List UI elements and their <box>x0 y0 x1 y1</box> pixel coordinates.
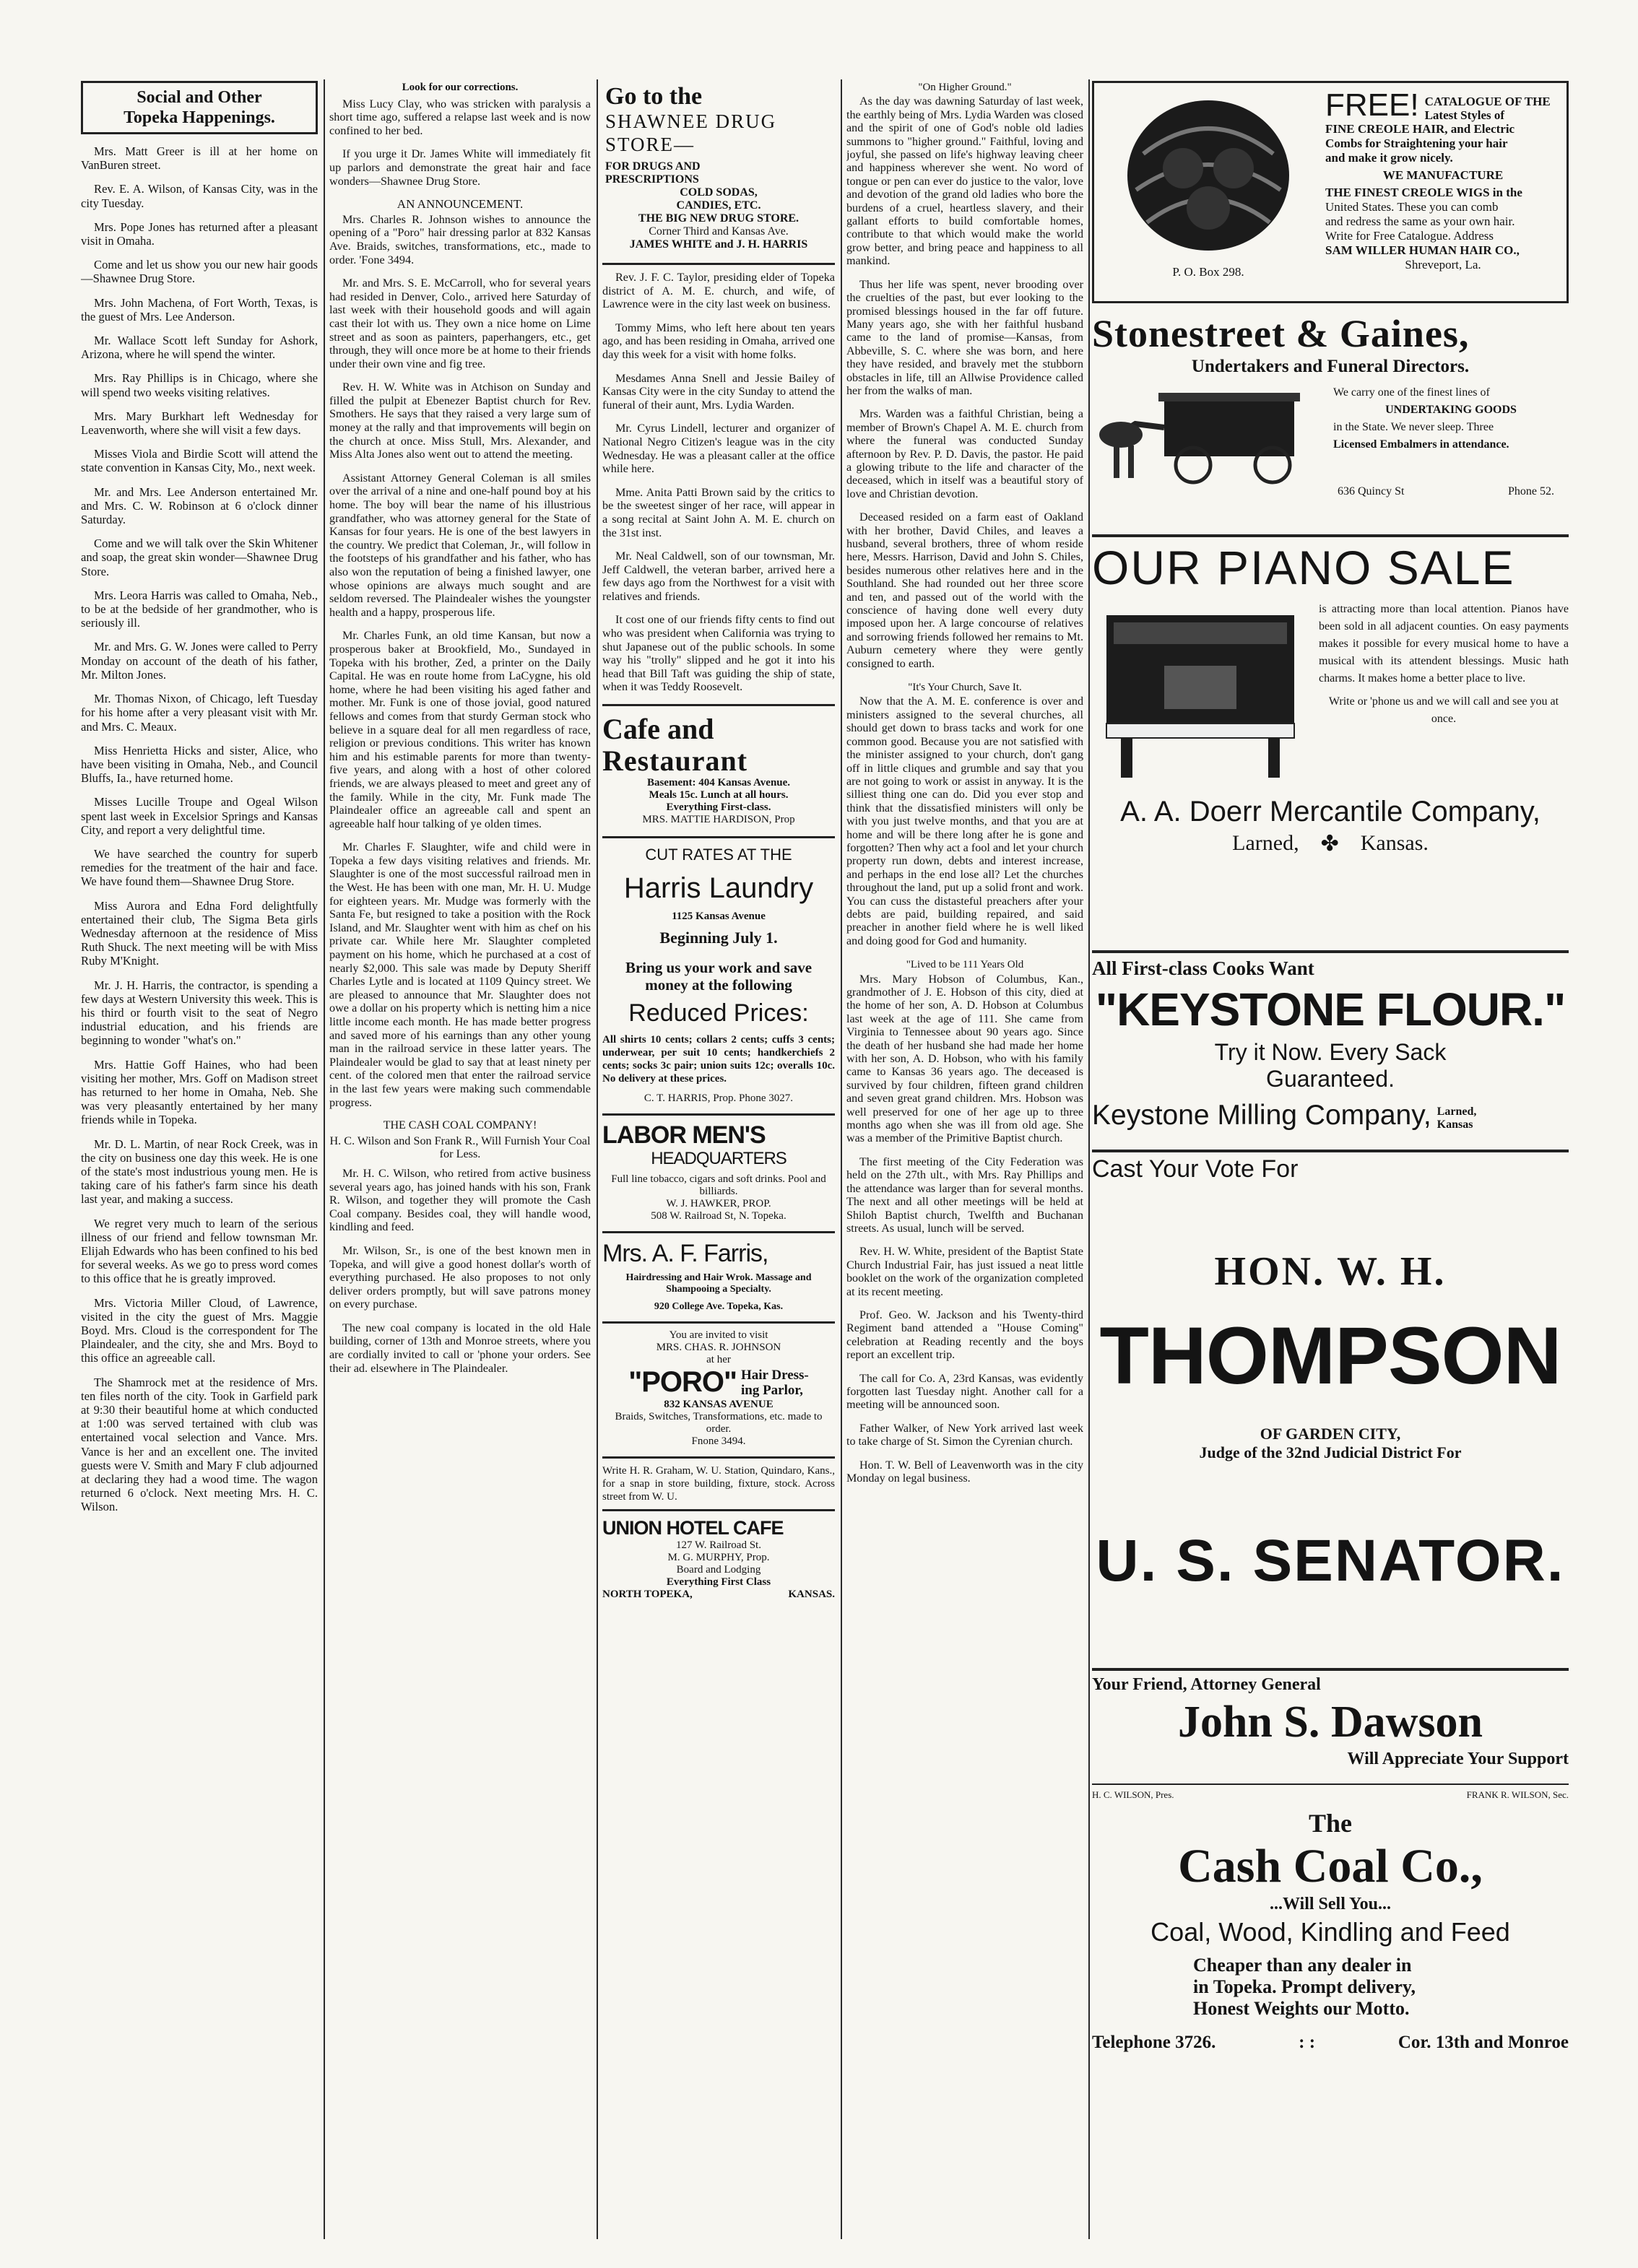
news-item: The new coal company is located in the old Hale building, corner of 13th and Monroe streets, where you are cordially invited to call or 'phone your orders. See their ad. elsewhere in The Plaindealer. <box>329 1321 591 1375</box>
news-item: Father Walker, of New York arrived last week to take charge of St. Simon the Cyrenian church. <box>846 1422 1083 1448</box>
divider <box>602 1231 835 1233</box>
piano-state: Kansas. <box>1360 831 1429 855</box>
hearse-illustration <box>1092 384 1323 485</box>
union-owner: M. G. MURPHY, Prop. <box>667 1552 770 1564</box>
cash-coal-heading: THE CASH COAL COMPANY! <box>383 1119 537 1132</box>
news-item: Misses Viola and Birdie Scott will attend the state convention in Kansas City, Mo., next week. <box>81 447 318 475</box>
free-line: and redress the same as your own hair. <box>1325 214 1515 228</box>
poro-invite: You are invited to visit <box>669 1329 768 1342</box>
flour-company: Keystone Milling Company, <box>1092 1100 1431 1131</box>
cafe-title-2: Restaurant <box>602 744 748 778</box>
labor-ad <box>602 1121 835 1225</box>
farris-addr: 920 College Ave. Topeka, Kas. <box>654 1301 784 1313</box>
social-heading-2: Topeka Happenings. <box>124 108 275 127</box>
news-item: Misses Lucille Troupe and Ogeal Wilson spent last week in Excelsior Springs and Kansas City, and report a very delightful time. <box>81 795 318 837</box>
hair-title-row <box>1325 89 1561 122</box>
news-item: The Shamrock met at the residence of Mrs. ten files north of the city. Took in Garfield park at 9:30 their beautiful home at which conducted at 1:00 was served tertained with club was entertained vocal selection and Vance. Mrs. Vance is her and an excellent one. The invited guests were V. Smith and Mary F club adjourned at declaring they had a wood time. The wagon returned 6 o'clock. Next meeting Mrs. H. C. Wilson. <box>81 1375 318 1514</box>
divider <box>602 704 835 706</box>
news-item: Mr. Neal Caldwell, son of our townsman, Mr. Jeff Caldwell, the veteran barber, arrived here a few days ago from the Northwest for a visit with relatives and friends. <box>602 549 835 603</box>
hair-text-block <box>1325 89 1561 295</box>
coal-name: Cash Coal Co., <box>1178 1840 1483 1893</box>
undertaker-addr: 636 Quincy St <box>1338 485 1405 498</box>
undertaker-phone: Phone 52. <box>1508 485 1554 498</box>
news-item: Come and we will talk over the Skin Whitener and soap, the great skin wonder—Shawnee Drug Store. <box>81 536 318 578</box>
news-item: Mrs. Mary Burkhart left Wednesday for Leavenworth, where she will visit a few days. <box>81 409 318 438</box>
news-item: Hon. T. W. Bell of Leavenworth was in the city Monday on legal business. <box>846 1459 1083 1485</box>
piano-desc: is attracting more than local attention. Pianos have been sold in all adjacent counties. On easy payments makes it possible for every musical home to have a musical with its attendent blessings. Music hath charms. It makes home a better place to live. <box>1319 603 1569 685</box>
column-rule <box>324 79 325 2239</box>
news-item: Rev. H. W. White, president of the Baptist State Church Industrial Fair, has just issued a neat little booklet on the work of the organization completed at its recent meeting. <box>846 1246 1083 1298</box>
column-rule <box>1088 79 1090 2239</box>
laundry-reduced: Reduced Prices: <box>628 999 809 1027</box>
cafe-line-1: Basement: 404 Kansas Avenue. <box>646 777 791 789</box>
church-editorial: Now that the A. M. E. conference is over and ministers assigned to the several churches, all should get down to brass tacks and work for one common good. Because you are not satisfied with the minister assigned to your church, don't gang off in little cliques and grumble and say that you are not going to work or assist in anyway. It is the silliest thing one can do. Did you ever stop and think that the dissatisfied ministers will only be with you just twelve months, and that you are at home and will be there long after he is gone and forgotten? Then why act a fool and let your church property run down, debts and interest increase, and perhaps in the end lose all? Let the churches throughout the land, put up a solid front and work. You can cuss the distasteful preachers after your debts are paid, building repaired, and said preacher in another field where he is well liked and doing good for God and humanity. <box>846 695 1083 947</box>
union-every: Everything First Class <box>666 1576 771 1589</box>
drug-corner: Corner Third and Kansas Ave. <box>649 225 789 238</box>
cafe-line-2: Meals 15c. Lunch at all hours. <box>649 789 789 801</box>
laundry-ad <box>602 844 835 1108</box>
free-cat-1: CATALOGUE OF THE <box>1424 95 1551 108</box>
news-item: Mr. Cyrus Lindell, lecturer and organizer of National Negro Citizen's league was in the city Wednesday. He was a pleasant caller at the office while here. <box>602 422 835 476</box>
free-line: SAM WILLER HUMAN HAIR CO., <box>1325 243 1520 257</box>
free-cat <box>1425 95 1551 122</box>
news-item: Mr. Charles F. Slaughter, wife and child were in Topeka a few days visiting relatives and friends. Mr. Slaughter is one of the most successful railroad men in the West. He has been with one man, Mr. H. U. Mudge for eighteen years. Mr. Mudge was formerly with the Santa Fe, but resigned to take a position with the Rock Island, and Mr. Slaughter went with him as chef on his private car. While here Mr. Slaughter completed payment on his home, which he purchased at a cost of nearly $2,000. This sale was made by Deputy Sheriff Charles Lytle and is located at 1109 Quincy street. We are pleased to announce that Mr. Slaughter does not owe a dollar on his property which is netting him a nice little income each month. He has made better progress and saved more of his earnings than any other young man in the railroad service in these latter years. The Plaindealer would be glad to say that at least ninety per cent. of the colored men that enter the railroad service in the last few years were making such commendable progress. <box>329 840 591 1109</box>
dawson-top: Your Friend, Attorney General <box>1092 1675 1321 1694</box>
undertaker-footer <box>1092 485 1569 498</box>
divider <box>602 836 835 838</box>
lived-heading: "Lived to be 111 Years Old <box>906 959 1024 971</box>
news-item: Miss Aurora and Edna Ford delightfully entertained their club, The Sigma Beta girls Wednesday afternoon at the residence of Miss Ruth Shuck. The next meeting will be with Miss Ruby M'Knight. <box>81 898 318 968</box>
poro-side-1: Hair Dress- <box>740 1367 809 1383</box>
cafe-title-1: Cafe and <box>602 713 714 746</box>
labor-title: LABOR MEN'S <box>602 1121 766 1150</box>
flour-name: "KEYSTONE FLOUR." <box>1095 983 1566 1035</box>
column-3-news <box>602 271 835 694</box>
coal-goods: Coal, Wood, Kindling and Feed <box>1150 1917 1510 1947</box>
coal-will: ...Will Sell You... <box>1269 1895 1392 1913</box>
union-title: UNION HOTEL CAFE <box>602 1517 784 1539</box>
coal-line: Cheaper than any dealer in <box>1193 1955 1412 1976</box>
shawnee-drug-ad <box>602 81 835 257</box>
vote-top: Cast Your Vote For <box>1092 1155 1299 1183</box>
piano-city: Larned, <box>1232 831 1299 855</box>
news-item: Mr. J. H. Harris, the contractor, is spending a few days at Western University this week. This is his third or fourth visit to the seat of Negro industrial education, and his friends are beginning to wonder "what's on." <box>81 978 318 1048</box>
free-title: FREE! <box>1325 87 1419 123</box>
vote-office: U. S. SENATOR. <box>1096 1528 1565 1594</box>
coal-addr: Cor. 13th and Monroe <box>1398 2033 1569 2052</box>
news-item: Mr. Wallace Scott left Sunday for Ashork, Arizona, where he will spend the winter. <box>81 334 318 362</box>
news-item: Mr. Wilson, Sr., is one of the best known men in Topeka, and will give a good honest dollar's worth of everything purchased. He also proposes to not only deliver orders promptly, but will save patrons money on every purchase. <box>329 1243 591 1311</box>
news-item: Mr. D. L. Martin, of near Rock Creek, was in the city on business one day this week. He is one of the state's most industrious young men. He is taking care of his father's farm since his death last year, and making a success. <box>81 1137 318 1207</box>
cafe-owner: MRS. MATTIE HARDISON, Prop <box>642 814 795 826</box>
poro-who: MRS. CHAS. R. JOHNSON <box>656 1342 781 1354</box>
laundry-begin: Beginning July 1. <box>659 929 778 947</box>
piano-text <box>1319 601 1569 781</box>
church-heading: "It's Your Church, Save It. <box>908 682 1022 694</box>
column-1 <box>81 81 318 2239</box>
dawson-name: John S. Dawson <box>1177 1698 1483 1747</box>
drug-line-2: SHAWNEE DRUG <box>605 110 777 132</box>
coal-colons: : : <box>1299 2033 1316 2052</box>
news-item: Mr. and Mrs. Lee Anderson entertained Mr. and Mrs. C. W. Robinson at 6 o'clock dinner Saturday. <box>81 485 318 527</box>
farris-desc: Hairdressing and Hair Wrok. Massage and Shampooing a Specialty. <box>625 1272 812 1295</box>
news-item: Rev. E. A. Wilson, of Kansas City, was in the city Tuesday. <box>81 182 318 210</box>
news-item: Mrs. Ray Phillips is in Chicago, where she will spend two weeks visiting relatives. <box>81 371 318 399</box>
news-item: Mme. Anita Patti Brown said by the critics to be the sweetest singer of her race, will appear in a song recital at Saint John A. M. E. church on the 31st inst. <box>602 485 835 539</box>
poro-desc: Braids, Switches, Transformations, etc. made to order. <box>615 1411 823 1435</box>
news-item: Mrs. Pope Jones has returned after a pleasant visit in Omaha. <box>81 220 318 248</box>
divider <box>602 263 835 265</box>
free-line: United States. These you can comb <box>1325 200 1499 214</box>
labor-subtitle: HEADQUARTERS <box>651 1149 786 1169</box>
vote-hon: HON. W. H. <box>1214 1249 1447 1294</box>
coal-president: H. C. WILSON, Pres. <box>1092 1789 1174 1800</box>
free-line: FINE CREOLE HAIR, and Electric <box>1325 122 1515 136</box>
obituary-paragraph: As the day was dawning Saturday of last week, the earthly being of Mrs. Lydia Warden was closed and the spirit of one of God's noble old ladies summons to "higher ground." Faithful, loving and joyful, she passed on life's highway leaving cheer and happiness wherever she went. No word of tongue or pen can ever do justice to the valor, love and devotion of the grand old ladies who bore the burdens of a cruel, heartless slavery, and their gallant efforts to build comfortable homes, contribute to that which would make the world grow better, and bring peace and happiness to all mankind. <box>846 95 1083 268</box>
undertaker-line: UNDERTAKING GOODS <box>1385 404 1517 416</box>
piano-illustration <box>1092 601 1309 781</box>
poro-phone: Fnone 3494. <box>691 1435 746 1448</box>
farris-name: Mrs. A. F. Farris, <box>602 1240 768 1268</box>
vote-name: THOMPSON <box>1099 1311 1561 1401</box>
piano-body <box>1092 601 1569 781</box>
news-item: Come and let us show you our new hair goods—Shawnee Drug Store. <box>81 258 318 286</box>
news-item: Mrs. Leora Harris was called to Omaha, Neb., to be at the bedside of her grandmother, who is seriously ill. <box>81 588 318 630</box>
cash-coal-ad <box>1092 1789 1569 2053</box>
undertaker-line: in the State. We never sleep. Three <box>1333 421 1494 433</box>
lived-item: Mrs. Mary Hobson of Columbus, Kan., grandmother of J. E. Hobson of this city, died at the home of her son, A. D. Hobson at Columbus last week at the age of 111. She came from Virginia to Tennessee about 90 years ago. Since the death of her husband she had made her home with her son, A. D. Hobson, who with his family came to Kansas 36 years ago. The deceased is survived by four children, fifteen grand children and seven great grand children. Mrs. Hobson was well preserved for one of her age up to three months ago when she was ill from old age. She was a member of the Primitive Baptist church. <box>846 973 1083 1145</box>
news-item: Mrs. John Machena, of Fort Worth, Texas, is the guest of Mrs. Lee Anderson. <box>81 295 318 323</box>
divider <box>602 1321 835 1324</box>
drug-line-3: STORE— <box>605 134 696 155</box>
undertaker-body <box>1092 384 1569 485</box>
news-item: Mr. H. C. Wilson, who retired from active business several years ago, has joined hands with his son, Frank R. Wilson, and together they will promote the Cash Coal company. Besides coal, they will handle wood, kindling and feed. <box>329 1166 591 1234</box>
announcement-heading: AN ANNOUNCEMENT. <box>396 197 524 212</box>
flour-top: All First-class Cooks Want <box>1092 957 1314 979</box>
flour-company-row <box>1092 1100 1569 1131</box>
news-item: Mrs. Victoria Miller Cloud, of Lawrence, visited in the city the guest of Mrs. Maggie Boyd. Mrs. Cloud is the correspondent for The Plaindealer, and the city, she and Mrs. Boyd to this office an agreeable call. <box>81 1295 318 1365</box>
obituary-paragraph: Deceased resided on a farm east of Oakland with her brother, David Chiles, and leaves a husband, several brothers, three of whom reside here, Messrs. Harrison, David and John S. Chiles, besides numerous other relatives here and in the Southland. She had rounded out her three score and ten, and passed out of the world with the conscience of having done well every duty imposed upon her. A large concourse of relatives and sorrowing friends followed her remains to Mt. Auburn cemetery where they were gently consigned to earth. <box>846 511 1083 670</box>
vote-of: OF GARDEN CITY, <box>1260 1425 1401 1443</box>
news-item: It cost one of our friends fifty cents to find out who was president when California was trying to shut Japanese out of the public schools. In some way his "trolly" slipped and he got it into his head that Bill Taft was guiding the ship of state, when it was Teddy Roosevelt. <box>602 613 835 694</box>
free-line: Write for Free Catalogue. Address <box>1325 229 1494 243</box>
flour-loc-1: Larned, <box>1436 1105 1477 1118</box>
free-cat-2: Latest Styles of <box>1424 108 1505 122</box>
corrections-heading: Look for our corrections. <box>402 82 519 93</box>
laundry-name: Harris Laundry <box>623 872 814 905</box>
news-item: Assistant Attorney General Coleman is all smiles over the arrival of a nine and one-half pound boy at his home. The boy will bear the name of his illustrious grandfather, who was attorney general for the State of Kansas for four years. He is one of the best lawyers in the country. We predict that Coleman, Jr., will follow in the footsteps of his grandfather and his father, who has also won the reputation of being a finished lawyer, one whose opinions are always much sought and are seldom reversed. The Plaindealer wishes the youngster health and a happy, prosperous life. <box>329 471 591 619</box>
free-line: THE FINEST CREOLE WIGS in the <box>1325 186 1522 199</box>
news-item: Rev. J. F. C. Taylor, presiding elder of Topeka district of A. M. E. church, and wife, of Lawrence were in the city last week on business. <box>602 271 835 311</box>
union-state: KANSAS. <box>788 1589 835 1601</box>
announcement-text: Mrs. Charles R. Johnson wishes to announce the opening of a "Poro" hair dressing parlor at 832 Kansas Ave. Braids, switches, transformations, etc., made to order. 'Fone 3494. <box>329 212 591 266</box>
column-5 <box>1092 81 1569 2239</box>
news-item: Mrs. Matt Greer is ill at her home on VanBuren street. <box>81 144 318 173</box>
union-board: Board and Lodging <box>676 1564 761 1576</box>
piano-ornament-icon: ✤ <box>1320 832 1339 856</box>
labor-line: Full line tobacco, cigars and soft drinks. Pool and billiards. <box>611 1173 826 1198</box>
piano-location <box>1092 831 1569 856</box>
laundry-cut: CUT RATES AT THE <box>645 846 792 864</box>
drug-for-1: FOR DRUGS AND <box>605 160 701 173</box>
news-item: Mr. Charles Funk, an old time Kansan, but now a prosperous baker at Brookfield, Mo., Sundayed in Topeka with his brother, Zed, a printer on the Daily Capital. He was en route home from LaCygne, his old home, where he had been visiting his aged father and mother. Mr. Funk is one of those jovial, good natured fellows and comes from that sturdy German stock who believe in a square deal for all men regardless of race, religion or previous conditions. This writer has known him and his estimable parents for more than twenty-five years, and along with a host of other colored friends, we are always pleased to meet and greet any of the family. While in the city, Mr. Funk made The Plaindealer office an agreeable call and spent an agreeable half hour talking of ye olden times. <box>329 629 591 830</box>
labor-addr: 508 W. Railroad St, N. Topeka. <box>651 1210 786 1222</box>
news-item: Mr. Thomas Nixon, of Chicago, left Tuesday for his home after a very pleasant visit with Mr. and Mrs. C. Meaux. <box>81 692 318 734</box>
thompson-ad <box>1092 1155 1569 1671</box>
cafe-line-3: Everything First-class. <box>666 801 771 814</box>
laundry-prices: All shirts 10 cents; collars 2 cents; cuffs 3 cents; underwear, per suit 10 cents; handkerchiefs 2 cents; socks 3c pair; union suits 12c; overalls 10c. No delivery at these prices. <box>602 1034 835 1085</box>
coal-officers <box>1092 1789 1569 1801</box>
poro-at: at her <box>706 1354 731 1366</box>
undertaker-title: Stonestreet & Gaines, <box>1092 312 1470 355</box>
news-item: Rev. H. W. White was in Atchison on Sunday and filled the pulpit at Ebenezer Baptist church for Rev. Smothers. He says that they raised a very large sum of money at the rally and that improvements will begin on the church at once. Miss Stull, Mrs. Alexander, and Miss Alta Jones also went out to attend the meeting. <box>329 381 591 461</box>
poro-side-2: ing Parlor, <box>740 1382 803 1398</box>
coal-phone: Telephone 3726. <box>1092 2033 1216 2052</box>
vote-judge: Judge of the 32nd Judicial District For <box>1199 1443 1462 1461</box>
wig-illustration <box>1114 89 1302 262</box>
coal-line: Honest Weights our Motto. <box>1193 1998 1410 2019</box>
cafe-ad <box>602 712 835 830</box>
news-item: Mesdames Anna Snell and Jessie Bailey of Kansas City were in the city Sunday to attend the funeral of their aunt, Mrs. Lydia Warden. <box>602 371 835 412</box>
graham-notice: Write H. R. Graham, W. U. Station, Quindaro, Kans., for a snap in store building, fixture, stock. Across street from W. U. <box>602 1465 835 1503</box>
union-addr: 127 W. Railroad St. <box>676 1539 761 1552</box>
news-item: Miss Henrietta Hicks and sister, Alice, who have been visiting in Omaha, Neb., and Council Bluffs, Ia., have returned home. <box>81 743 318 786</box>
news-item: We have searched the country for superb remedies for the treatment of the hair and face. We have found them—Shawnee Drug Store. <box>81 846 318 889</box>
obituary-paragraph: Mrs. Warden was a faithful Christian, being a member of Brown's Chapel A. M. E. church from where the funeral was conducted Sunday afternoon by Rev. P. D. Davis, the pastor. He paid a glowing tribute to the life and character of the deceased, which in itself was a beautiful story of love and Christian devotion. <box>846 408 1083 500</box>
news-item: Mrs. Hattie Goff Haines, who had been visiting her mother, Mrs. Goff on Madison street has returned to her home in Omaha, Neb. She was very pleasantly entertained by her many friends while in Topeka. <box>81 1057 318 1127</box>
drug-big: THE BIG NEW DRUG STORE. <box>638 212 800 225</box>
column-3 <box>602 81 835 2239</box>
piano-company: A. A. Doerr Mercantile Company, <box>1120 796 1540 827</box>
poro-title-row <box>602 1366 835 1399</box>
coal-the: The <box>1308 1809 1352 1838</box>
column-2 <box>329 81 591 2239</box>
news-item: Mr. and Mrs. S. E. McCarroll, who for several years had resided in Denver, Colo., arrived here Saturday of last week with their household goods and will again cast their lot with us. They own a nice home on Lime street and as soon as painters, paperhangers, etc., get through, they will once more be at home to their friends under their own vine and fig tree. <box>329 277 591 370</box>
news-item: Mr. and Mrs. G. W. Jones were called to Perry Monday on account of the death of his father, Mr. Milton Jones. <box>81 640 318 682</box>
free-manufacture: WE MANUFACTURE <box>1382 168 1504 182</box>
laundry-owner: C. T. HARRIS, Prop. Phone 3027. <box>644 1092 794 1105</box>
hair-catalogue-ad <box>1092 81 1569 303</box>
drug-for-3: COLD SODAS, <box>680 186 758 199</box>
news-item: The call for Co. A, 23rd Kansas, was evidently forgotten last Tuesday night. Another call for a meeting will be announced soon. <box>846 1372 1083 1412</box>
divider <box>602 1509 835 1511</box>
labor-owner: W. J. HAWKER, PROP. <box>666 1198 771 1210</box>
poro-ad <box>602 1329 835 1451</box>
farris-ad <box>602 1239 835 1316</box>
news-item: Miss Lucy Clay, who was stricken with paralysis a short time ago, suffered a relapse last week and is now confined to her bed. <box>329 97 591 137</box>
flour-loc-2: Kansas <box>1436 1118 1473 1131</box>
undertaker-text <box>1333 384 1569 485</box>
union-city: NORTH TOPEKA, <box>602 1589 693 1601</box>
poro-title: "PORO" <box>628 1366 737 1399</box>
news-item: If you urge it Dr. James White will immediately fit up parlors and demonstrate the great hair and face wonders—Shawnee Drug Store. <box>329 147 591 188</box>
poro-addr: 832 KANSAS AVENUE <box>664 1399 774 1411</box>
coal-footer <box>1092 2033 1569 2053</box>
undertaker-line: We carry one of the finest lines of <box>1333 386 1490 399</box>
dawson-ad <box>1092 1675 1569 1785</box>
social-heading-box <box>81 81 318 134</box>
divider <box>602 1456 835 1459</box>
flour-try: Try it Now. Every Sack <box>1214 1039 1447 1065</box>
hair-po-box: P. O. Box 298. <box>1172 265 1244 279</box>
undertaker-line: Licensed Embalmers in attendance. <box>1333 438 1509 451</box>
laundry-addr: 1125 Kansas Avenue <box>672 911 766 923</box>
drug-line-1: Go to the <box>605 83 703 110</box>
column-rule <box>841 79 842 2239</box>
free-line: Shreveport, La. <box>1405 258 1481 271</box>
news-item: The first meeting of the City Federation was held on the 27th ult., with Mrs. Ray Phillips and the attendance was larger than for several months. The next and all other meetings will be held at Shiloh Baptist church, Twelfth and Buchanan streets. As usual, lunch will be served. <box>846 1155 1083 1235</box>
drug-for-4: CANDIES, ETC. <box>676 199 761 212</box>
divider <box>602 1113 835 1116</box>
column-rule <box>597 79 598 2239</box>
cash-coal-subheading: H. C. Wilson and Son Frank R., Will Furnish Your Coal for Less. <box>329 1134 591 1161</box>
undertaker-ad <box>1092 310 1569 537</box>
drug-for-2: PRESCRIPTIONS <box>605 173 699 186</box>
laundry-bring: Bring us your work and save money at the following <box>625 959 812 994</box>
hair-illustration-block <box>1100 89 1317 295</box>
news-item: We regret very much to learn of the serious illness of our friend and fellow townsman Mr. Elijah Edwards who has been confined to his bed for several weeks. As we go to press word comes to this office that he is greatly improved. <box>81 1216 318 1286</box>
flour-loc <box>1437 1105 1477 1131</box>
column-4 <box>846 81 1083 2239</box>
undertaker-subtitle: Undertakers and Funeral Directors. <box>1191 357 1470 376</box>
coal-line: in Topeka. Prompt delivery, <box>1193 1976 1416 1997</box>
piano-call: Write or 'phone us and we will call and see you at once. <box>1328 695 1559 725</box>
union-hotel-ad <box>602 1517 835 1601</box>
flour-guaranteed: Guaranteed. <box>1266 1066 1395 1092</box>
piano-ad <box>1092 542 1569 953</box>
news-item: Prof. Geo. W. Jackson and his Twenty-third Regiment band attended a "House Coming" celebration at Reading recently and the boys report an excellent trip. <box>846 1308 1083 1362</box>
coal-secretary: FRANK R. WILSON, Sec. <box>1466 1789 1569 1800</box>
social-heading: Social and Other <box>136 88 262 107</box>
flour-ad <box>1092 957 1569 1152</box>
free-line: and make it grow nicely. <box>1325 151 1453 165</box>
news-item: Tommy Mims, who left here about ten years ago, and has been residing in Omaha, arrived one day this week for a visit with home folks. <box>602 321 835 361</box>
union-location <box>602 1589 835 1601</box>
piano-title: OUR PIANO SALE <box>1092 541 1515 594</box>
free-line: Combs for Straightening your hair <box>1325 136 1508 150</box>
drug-owners: JAMES WHITE and J. H. HARRIS <box>629 238 808 251</box>
higher-ground-heading: "On Higher Ground." <box>918 82 1012 93</box>
obituary-paragraph: Thus her life was spent, never brooding over the cruelties of the past, but ever looking to the promised blessings housed in the far off future. Many years ago, she with her faithful husband came to the land of promise—Kansas, from Abbeville, S. C. where she was born, and here they have resided, and bravely met the stubborn obstacles in life, till an Allwise Providence called her from the walks of man. <box>846 278 1083 397</box>
poro-side <box>741 1368 809 1398</box>
dawson-sub: Will Appreciate Your Support <box>1347 1750 1569 1768</box>
